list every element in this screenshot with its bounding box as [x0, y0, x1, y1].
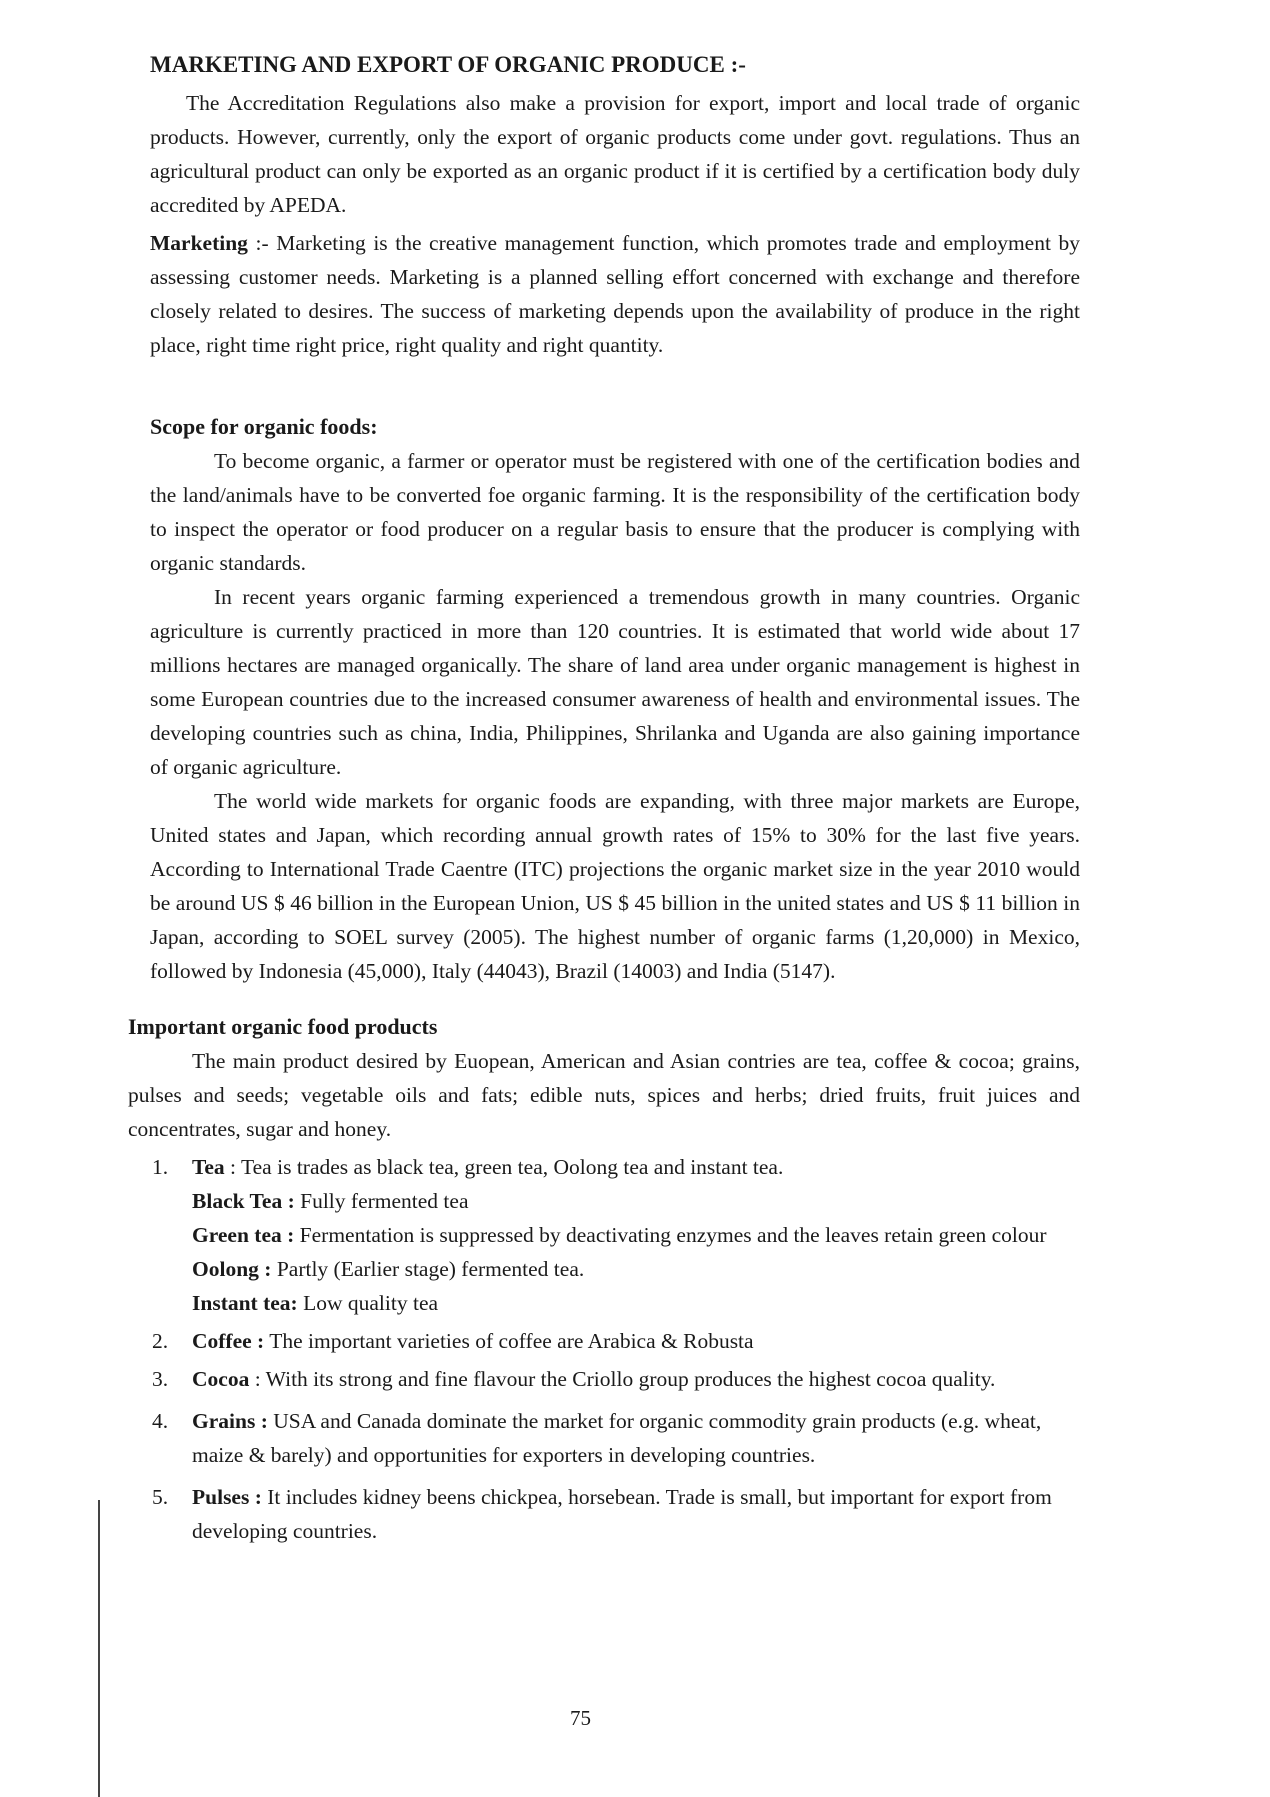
item-label: Tea [192, 1155, 225, 1179]
tea-type-label: Black Tea : [192, 1189, 295, 1213]
page-number: 75 [570, 1706, 591, 1730]
intro-paragraph: The Accreditation Regulations also make a provision for export, import and local trade of organic products. However, currently, only the export of organic products come under govt. regulations. Thus an agricultural product can only be exported as an organic product if it is certified by a certification body duly accredited by APEDA. [150, 91, 1080, 217]
item-label: Pulses : [192, 1485, 262, 1509]
page-title: MARKETING AND EXPORT OF ORGANIC PRODUCE :- [150, 52, 746, 77]
tea-type-text: Partly (Earlier stage) fermented tea. [276, 1257, 585, 1281]
item-number: 5. [152, 1485, 169, 1509]
tea-type-instant [156, 1286, 1080, 1320]
item-text: The important varieties of coffee are Arabica & Robusta [269, 1329, 754, 1353]
list-item-coffee [152, 1324, 1080, 1358]
item-label: Cocoa [192, 1367, 250, 1391]
tea-type-text: Fermentation is suppressed by deactivating enzymes and the leaves retain green colour [299, 1223, 1047, 1247]
tea-type-green [156, 1218, 1080, 1252]
item-number: 1. [152, 1155, 169, 1179]
scope-paragraph-3: The world wide markets for organic foods are expanding, with three major markets are Europe, United states and Japan, which recording annual growth rates of 15% to 30% for the last five years. According to International Trade Caentre (ITC) projections the organic market size in the year 2010 would be around US $ 46 billion in the European Union, US $ 45 billion in the united states and US $ 11 billion in Japan, according to SOEL survey (2005). The highest number of organic farms (1,20,000) in Mexico, followed by Indonesia (45,000), Italy (44043), Brazil (14003) and India (5147). [150, 789, 1080, 983]
intro-block [150, 86, 1080, 222]
marketing-block [150, 226, 1080, 362]
tea-type-oolong [156, 1252, 1080, 1286]
tea-type-label: Oolong : [192, 1257, 272, 1281]
scope-heading: Scope for organic foods: [150, 414, 378, 439]
title-block [150, 48, 1080, 82]
item-number: 2. [152, 1329, 169, 1353]
item-text: It includes kidney beens chickpea, horsebean. Trade is small, but important for export from developing countries. [192, 1485, 1052, 1543]
item-label: Coffee : [192, 1329, 265, 1353]
scan-margin-line [98, 1500, 100, 1797]
list-item-grains [152, 1404, 1080, 1472]
tea-type-text: Low quality tea [303, 1291, 439, 1315]
marketing-paragraph [150, 226, 1080, 362]
item-text: USA and Canada dominate the market for organic commodity grain products (e.g. wheat, maize & barely) and opportunities for exporters in developing countries. [192, 1409, 1042, 1467]
list-item-cocoa [152, 1362, 1080, 1396]
item-number: 4. [152, 1409, 169, 1433]
tea-type-black [156, 1184, 1080, 1218]
list-item-tea [152, 1150, 1080, 1184]
tea-type-label: Green tea : [192, 1223, 295, 1247]
marketing-label: Marketing [150, 231, 248, 255]
item-number: 3. [152, 1367, 169, 1391]
scope-block [150, 410, 1080, 988]
tea-type-label: Instant tea: [192, 1291, 298, 1315]
products-heading: Important organic food products [128, 1014, 438, 1039]
scope-paragraph-1: To become organic, a farmer or operator must be registered with one of the certification bodies and the land/animals have to be converted foe organic farming. It is the responsibility of the certification body to inspect the operator or food producer on a regular basis to ensure that the producer is complying with organic standards. [150, 449, 1080, 575]
products-intro: The main product desired by Euopean, American and Asian contries are tea, coffee & cocoa; grains, pulses and seeds; vegetable oils and fats; edible nuts, spices and herbs; dried fruits, fruit juices and concentrates, sugar and honey. [128, 1049, 1080, 1141]
item-text: : With its strong and fine flavour the Criollo group produces the highest cocoa quality. [254, 1367, 996, 1391]
tea-type-text: Fully fermented tea [300, 1189, 469, 1213]
list-item-pulses [152, 1480, 1080, 1548]
scope-paragraph-2: In recent years organic farming experienced a tremendous growth in many countries. Organic agriculture is currently practiced in more than 120 countries. It is estimated that world wide about 17 millions hectares are managed organically. The share of land area under organic management is highest in some European countries due to the increased consumer awareness of health and environmental issues. The developing countries such as china, India, Philippines, Shrilanka and Uganda are also gaining importance of organic agriculture. [150, 585, 1080, 779]
marketing-text: :- Marketing is the creative management function, which promotes trade and employment by assessing customer needs. Marketing is a planned selling effort concerned with exchange and therefore closely related to desires. The success of marketing depends upon the availability of produce in the right place, right time right price, right quality and right quantity. [150, 231, 1080, 357]
products-block [128, 1010, 1080, 1548]
item-text: : Tea is trades as black tea, green tea, Oolong tea and instant tea. [230, 1155, 784, 1179]
item-label: Grains : [192, 1409, 268, 1433]
